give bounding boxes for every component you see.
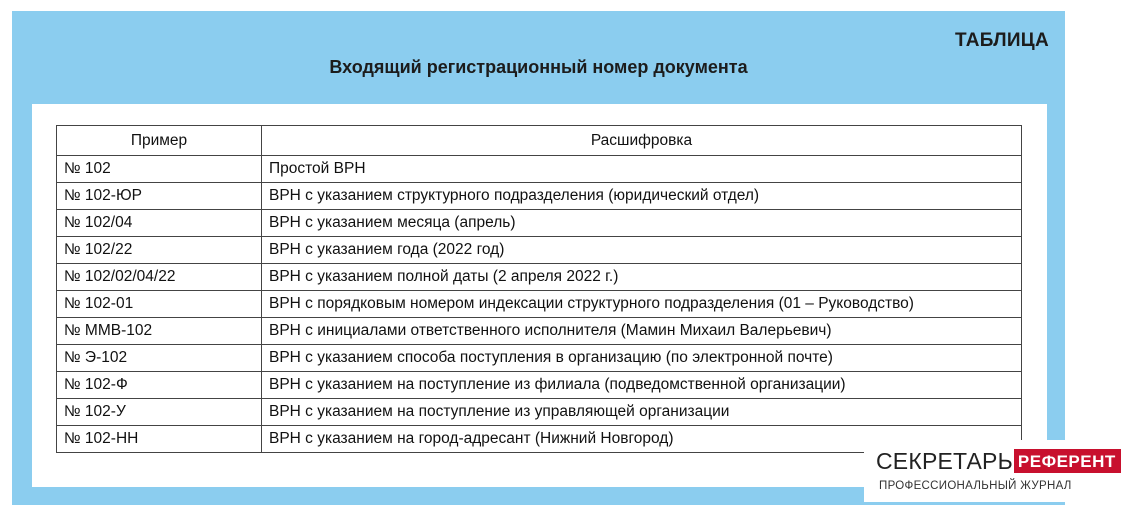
example-cell: № 102/04	[57, 210, 262, 237]
decoding-cell: ВРН с указанием месяца (апрель)	[262, 210, 1022, 237]
table-row	[57, 372, 1022, 399]
logo-wordmark	[876, 448, 1121, 474]
decoding-cell: ВРН с указанием полной даты (2 апреля 2022 г.)	[262, 264, 1022, 291]
decoding-cell: ВРН с указанием на поступление из управляющей организации	[262, 399, 1022, 426]
decoding-cell: ВРН с указанием на поступление из филиала (подведомственной организации)	[262, 372, 1022, 399]
table-row	[57, 237, 1022, 264]
decoding-cell: ВРН с указанием на город-адресант (Нижний Новгород)	[262, 426, 1022, 453]
table-row	[57, 183, 1022, 210]
table-title: Входящий регистрационный номер документа	[329, 57, 748, 77]
table-header-row	[57, 126, 1022, 156]
table-panel	[32, 104, 1047, 487]
decoding-cell: ВРН с указанием способа поступления в организацию (по электронной почте)	[262, 345, 1022, 372]
column-header-example: Пример	[57, 126, 262, 156]
logo-subtitle: ПРОФЕССИОНАЛЬНЫЙ ЖУРНАЛ	[879, 480, 1072, 492]
decoding-cell: Простой ВРН	[262, 156, 1022, 183]
example-cell: № 102-ЮР	[57, 183, 262, 210]
table-row	[57, 399, 1022, 426]
table-row	[57, 291, 1022, 318]
example-cell: № 102-01	[57, 291, 262, 318]
decoding-cell: ВРН с указанием структурного подразделения (юридический отдел)	[262, 183, 1022, 210]
example-cell: № 102-У	[57, 399, 262, 426]
table-row	[57, 156, 1022, 183]
example-cell: № 102-НН	[57, 426, 262, 453]
column-header-decoding: Расшифровка	[262, 126, 1022, 156]
table-frame	[12, 11, 1065, 505]
example-cell: № 102/22	[57, 237, 262, 264]
table-row	[57, 318, 1022, 345]
table-row	[57, 345, 1022, 372]
decoding-cell: ВРН с указанием года (2022 год)	[262, 237, 1022, 264]
example-cell: № Э-102	[57, 345, 262, 372]
table-row	[57, 210, 1022, 237]
logo-word-secretary: СЕКРЕТАРЬ	[876, 447, 1013, 474]
decoding-cell: ВРН с инициалами ответственного исполнителя (Мамин Михаил Валерьевич)	[262, 318, 1022, 345]
logo-word-referent: РЕФЕРЕНТ	[1014, 449, 1121, 473]
example-cell: № ММВ-102	[57, 318, 262, 345]
table-row	[57, 264, 1022, 291]
table-tag: ТАБЛИЦА	[954, 30, 1049, 51]
example-cell: № 102/02/04/22	[57, 264, 262, 291]
decoding-cell: ВРН с порядковым номером индексации структурного подразделения (01 – Руководство)	[262, 291, 1022, 318]
example-cell: № 102	[57, 156, 262, 183]
publisher-logo	[864, 440, 1116, 502]
data-table	[56, 125, 1022, 453]
example-cell: № 102-Ф	[57, 372, 262, 399]
